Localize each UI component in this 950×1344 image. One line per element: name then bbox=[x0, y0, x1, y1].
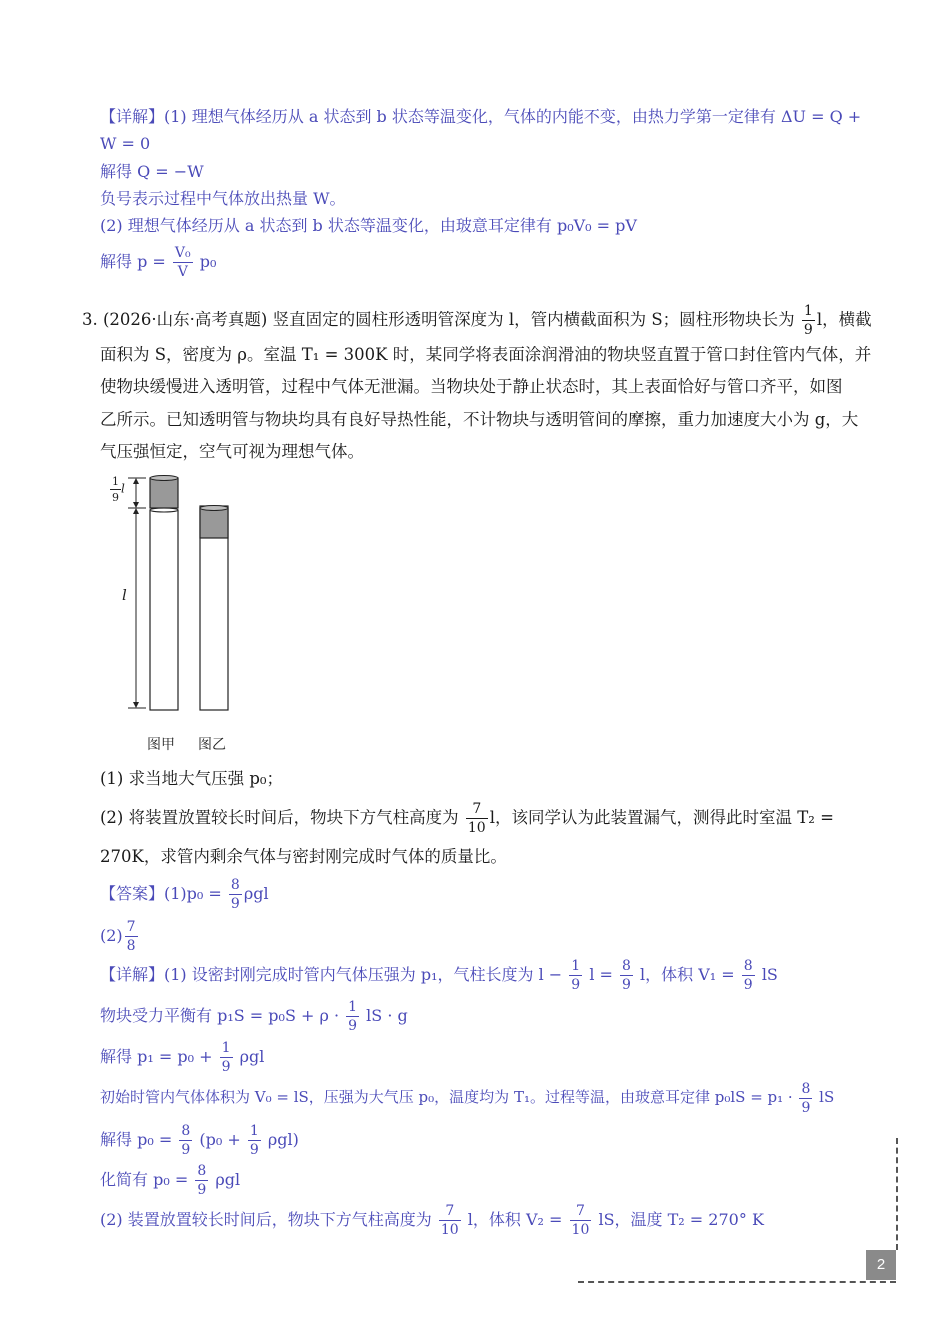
detail2-line2: 物块受力平衡有 p₁S = p₀S + ρ · $\frac{1}{9}$ lS · g bbox=[100, 999, 408, 1034]
detail2-line5: 解得 p₀ = $\frac{8}{9}$ (p₀ + $\frac{1}{9}$ ρgl) bbox=[100, 1123, 299, 1158]
page-corner-dash-vertical bbox=[896, 1138, 898, 1250]
question-line5: 气压强恒定，空气可视为理想气体。 bbox=[100, 442, 364, 461]
detail1-line5: (2) 理想气体经历从 a 状态到 b 状态等温变化，由玻意耳定律有 p₀V₀ = pV bbox=[100, 216, 637, 235]
page-corner-dash-horizontal bbox=[578, 1281, 896, 1283]
answer-2: (2) $\frac{7}{8}$ bbox=[100, 919, 136, 954]
detail1-line3: 解得 Q = −W bbox=[100, 162, 204, 181]
fig-label-l: l bbox=[122, 586, 127, 604]
figure-caption-1: 图甲 bbox=[147, 736, 175, 752]
question-part2: (2) 将装置放置较长时间后，物块下方气柱高度为 $\frac{7}{10}$ l，该同学认为此装置漏气，测得此时室温 T₂ = bbox=[100, 801, 834, 836]
detail2-line3: 解得 p₁ = p₀ + $\frac{1}{9}$ ρgl bbox=[100, 1040, 265, 1075]
detail1-line2: W = 0 bbox=[100, 134, 151, 153]
detail2-line6: 化简有 p₀ = $\frac{8}{9}$ ρgl bbox=[100, 1163, 241, 1198]
detail1-line4: 负号表示过程中气体放出热量 W。 bbox=[100, 189, 346, 208]
page-number: 2 bbox=[866, 1250, 896, 1280]
detail1-line1: 【详解】(1) 理想气体经历从 a 状态到 b 状态等温变化，气体的内能不变，由热力学第一定律有 ΔU = Q + bbox=[100, 107, 862, 126]
question-line3: 使物块缓慢进入透明管，过程中气体无泄漏。当物块处于静止状态时，其上表面恰好与管口齐平，如图 bbox=[100, 377, 843, 396]
detail2-line7: (2) 装置放置较长时间后，物块下方气柱高度为 $\frac{7}{10}$ l，体积 V₂ = $\frac{7}{10}$ lS，温度 T₂ = 270° K bbox=[100, 1203, 764, 1238]
tube-figure bbox=[110, 472, 250, 762]
question-line2: 面积为 S，密度为 ρ。室温 T₁ = 300K 时，某同学将表面涂润滑油的物块竖直置于管口封住管内气体，并 bbox=[100, 345, 872, 364]
answer-1: 【答案】(1)p₀ = $\frac{8}{9}$ ρgl bbox=[100, 877, 269, 912]
detail1-line6: 解得 p = $\frac{\text{V₀}}{V}$ p₀ bbox=[100, 245, 217, 280]
figure-caption-2: 图乙 bbox=[198, 736, 226, 752]
question-part1: (1) 求当地大气压强 p₀； bbox=[100, 769, 284, 788]
question-part2-line2: 270K，求管内剩余气体与密封刚完成时气体的质量比。 bbox=[100, 847, 507, 866]
tube-diagram bbox=[110, 472, 250, 717]
detail2-line4: 初始时管内气体体积为 V₀ = lS，压强为大气压 p₀，温度均为 T₁。过程等温，由玻意耳定律 p₀lS = p₁ · $\frac{8}{9}$ lS bbox=[100, 1080, 835, 1116]
fig-label-frac: $\frac{1}{9}$ l bbox=[112, 475, 125, 504]
question-line1: 3. (2026·山东·高考真题) 竖直固定的圆柱形透明管深度为 l，管内横截面积为 S；圆柱形物块长为 $\frac{1}{9}$ l，横截 bbox=[82, 303, 872, 338]
detail2-line1: 【详解】(1) 设密封刚完成时管内气体压强为 p₁，气柱长度为 l − $\frac{1}{9}$ l = $\frac{8}{9}$ l，体积 V₁ = $\frac{8}{9}$ lS bbox=[100, 958, 778, 993]
question-line4: 乙所示。已知透明管与物块均具有良好导热性能，不计物块与透明管间的摩擦，重力加速度大小为 g，大 bbox=[100, 410, 859, 429]
